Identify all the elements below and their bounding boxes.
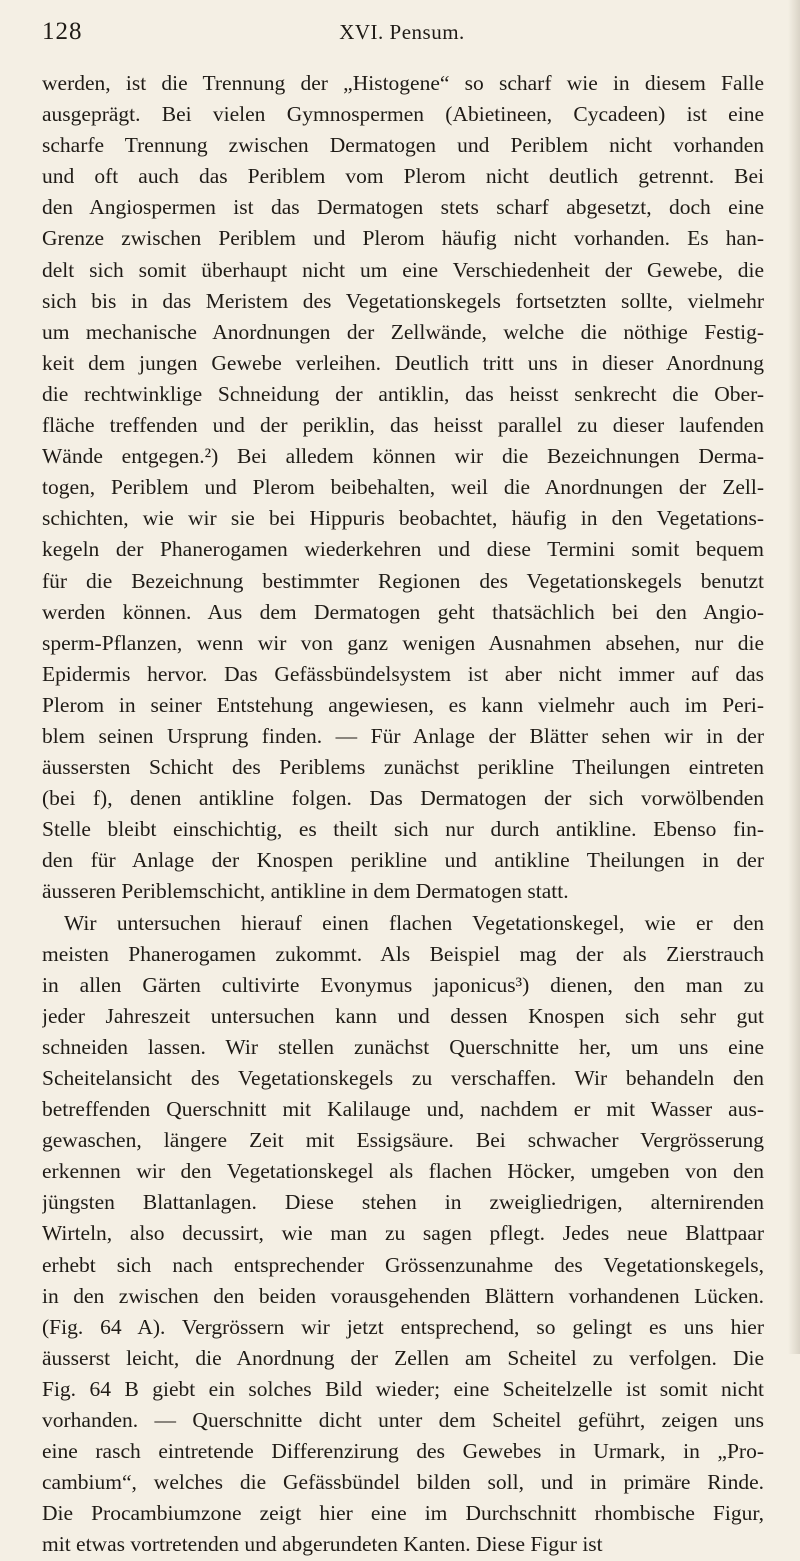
text-line: keit dem jungen Gewebe verleihen. Deutlich tritt uns in dieser Anordnung <box>42 350 764 375</box>
text-line: und oft auch das Periblem vom Plerom nicht deutlich getrennt. Bei <box>42 164 764 189</box>
text-line: Scheitelansicht des Vegetationskegels zu verschaffen. Wir behandeln den <box>42 1066 764 1090</box>
text-line: scharfe Trennung zwischen Dermatogen und Periblem nicht vorhanden <box>42 133 764 158</box>
text-line: sperm-Pflanzen, wenn wir von ganz wenigen Ausnahmen absehen, nur die <box>42 630 764 655</box>
text-line: den Angiospermen ist das Dermatogen stets scharf abgesetzt, doch eine <box>42 195 764 220</box>
text-line: Wände entgegen.²) Bei alledem können wir die Bezeichnungen Derma- <box>42 444 764 469</box>
page-number: 128 <box>42 18 83 45</box>
text-line: Wir untersuchen hierauf einen flachen Vegetationskegel, wie er den <box>64 910 764 935</box>
text-line: in den zwischen den beiden vorausgehenden Blättern vorhandenen Lücken. <box>42 1283 764 1308</box>
text-line: gewaschen, längere Zeit mit Essigsäure. Bei schwacher Vergrösserung <box>42 1128 764 1153</box>
page-header <box>42 16 762 50</box>
text-line: cambium“, welches die Gefässbündel bilden soll, und in primäre Rinde. <box>42 1470 764 1495</box>
text-line: für die Bezeichnung bestimmter Regionen des Vegetationskegels benutzt <box>42 568 764 593</box>
text-line: blem seinen Ursprung finden. — Für Anlage der Blätter sehen wir in der <box>42 723 764 748</box>
text-line: die rechtwinklige Schneidung der antiklin, das heisst senkrecht die Ober- <box>42 381 764 406</box>
text-line: erhebt sich nach entsprechender Grössenzunahme des Vegetationskegels, <box>42 1252 764 1277</box>
page-edge <box>788 0 800 1354</box>
text-line: jüngsten Blattanlagen. Diese stehen in zweigliedrigen, alternirenden <box>42 1190 764 1215</box>
text-line: delt sich somit überhaupt nicht um eine Verschiedenheit der Gewebe, die <box>42 257 764 282</box>
text-line: äussersten Schicht des Periblems zunächst perikline Theilungen eintreten <box>42 755 764 780</box>
text-line: ausgeprägt. Bei vielen Gymnospermen (Abietineen, Cycadeen) ist eine <box>42 102 764 127</box>
text-line: Plerom in seiner Entstehung angewiesen, es kann vielmehr auch im Peri- <box>42 692 764 717</box>
text-line: sich bis in das Meristem des Vegetationskegels fortsetzten sollte, vielmehr <box>42 288 764 313</box>
text-line: fläche treffenden und der periklin, das heisst parallel zu dieser laufenden <box>42 413 764 438</box>
text-line: jeder Jahreszeit untersuchen kann und dessen Knospen sich sehr gut <box>42 1003 764 1028</box>
text-line: (bei f), denen antikline folgen. Das Dermatogen der sich vorwölbenden <box>42 786 764 811</box>
text-line: Wirteln, also decussirt, wie man zu sagen pflegt. Jedes neue Blattpaar <box>42 1221 764 1246</box>
text-line: vorhanden. — Querschnitte dicht unter dem Scheitel geführt, zeigen uns <box>42 1408 764 1433</box>
text-line: Die Procambiumzone zeigt hier eine im Durchschnitt rhombische Figur, <box>42 1501 764 1526</box>
text-line: mit etwas vortretenden und abgerundeten Kanten. Diese Figur ist <box>42 1532 603 1557</box>
text-line: Epidermis hervor. Das Gefässbündelsystem ist aber nicht immer auf das <box>42 661 764 686</box>
running-head: XVI. Pensum. <box>339 20 465 44</box>
text-line: Fig. 64 B giebt ein solches Bild wieder; eine Scheitelzelle ist somit nicht <box>42 1376 764 1401</box>
text-line: betreffenden Querschnitt mit Kalilauge und, nachdem er mit Wasser aus- <box>42 1097 764 1122</box>
text-line: werden können. Aus dem Dermatogen geht thatsächlich bei den Angio- <box>42 599 764 624</box>
text-line: togen, Periblem und Plerom beibehalten, weil die Anordnungen der Zell- <box>42 475 764 500</box>
text-line: äusserst leicht, die Anordnung der Zellen am Scheitel zu verfolgen. Die <box>42 1345 764 1370</box>
text-line: eine rasch eintretende Differenzirung des Gewebes in Urmark, in „Pro- <box>42 1439 764 1464</box>
text-line: schichten, wie wir sie bei Hippuris beobachtet, häufig in den Vegetations- <box>42 506 764 531</box>
body-text <box>42 68 764 1561</box>
text-line: Grenze zwischen Periblem und Plerom häufig nicht vorhanden. Es han- <box>42 226 764 251</box>
text-line: kegeln der Phanerogamen wiederkehren und diese Termini somit bequem <box>42 537 764 562</box>
text-line: meisten Phanerogamen zukommt. Als Beispiel mag der als Zierstrauch <box>42 941 764 966</box>
text-line: erkennen wir den Vegetationskegel als flachen Höcker, umgeben von den <box>42 1159 764 1184</box>
text-line: um mechanische Anordnungen der Zellwände, welche die nöthige Festig- <box>42 319 764 344</box>
text-line: Stelle bleibt einschichtig, es theilt sich nur durch antikline. Ebenso fin- <box>42 817 764 842</box>
text-line: in allen Gärten cultivirte Evonymus japonicus³) dienen, den man zu <box>42 972 764 997</box>
text-line: werden, ist die Trennung der „Histogene“ so scharf wie in diesem Falle <box>42 71 764 95</box>
text-line: schneiden lassen. Wir stellen zunächst Querschnitte her, um uns eine <box>42 1034 764 1059</box>
text-line: (Fig. 64 A). Vergrössern wir jetzt entsprechend, so gelingt es uns hier <box>42 1314 764 1339</box>
text-line: den für Anlage der Knospen perikline und antikline Theilungen in der <box>42 848 764 873</box>
text-line: äusseren Periblemschicht, antikline in dem Dermatogen statt. <box>42 879 569 904</box>
